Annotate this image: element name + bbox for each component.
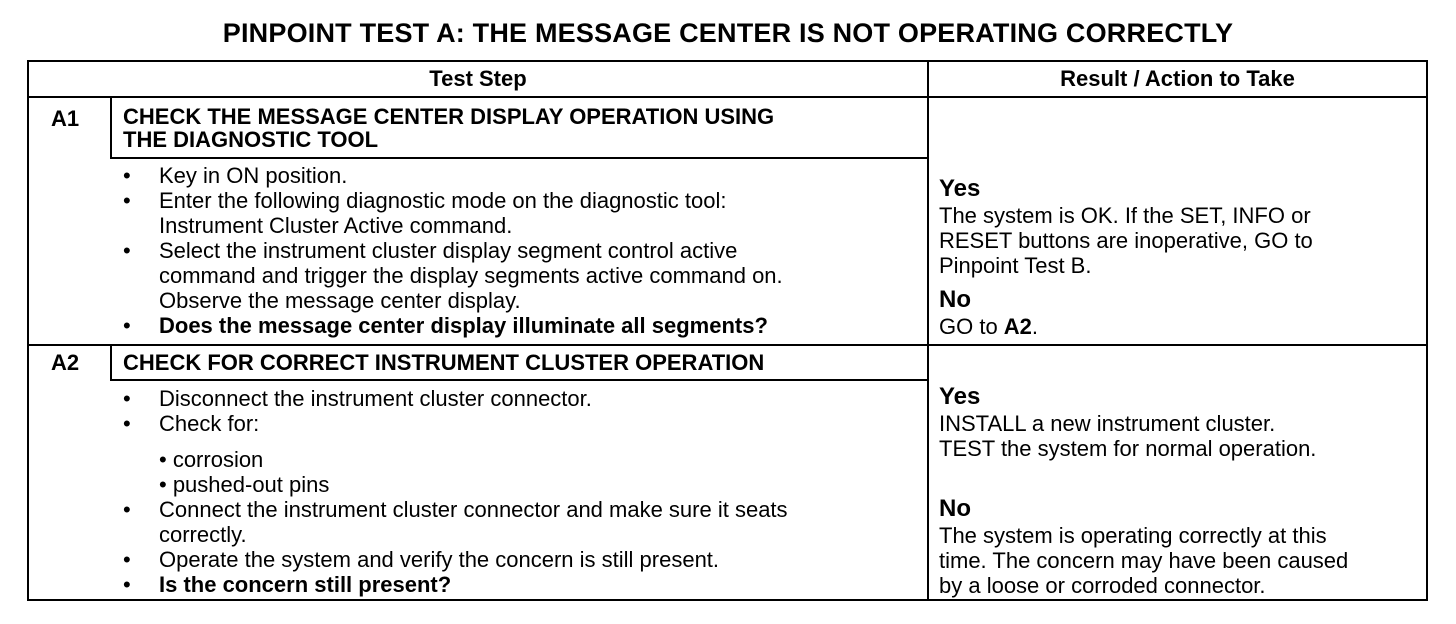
a1-no-text xyxy=(939,314,1038,339)
a1-bullet-3-line1: Select the instrument cluster display segment control active xyxy=(159,238,738,263)
a2-sub-item-pins: • pushed-out pins xyxy=(159,472,330,497)
a2-id-divider xyxy=(110,344,112,380)
header-divider xyxy=(29,96,1426,98)
a2-bullet-4-text: Operate the system and verify the concern is still present. xyxy=(159,547,720,572)
a2-bullet-3-line2: correctly. xyxy=(159,522,247,547)
a1-id-divider xyxy=(110,96,112,158)
a1-title-divider xyxy=(110,157,927,159)
a1-bullet-1-text: Key in ON position. xyxy=(159,163,348,188)
step-a1-title-line2: THE DIAGNOSTIC TOOL xyxy=(123,127,379,152)
step-a2-title: CHECK FOR CORRECT INSTRUMENT CLUSTER OPERATION xyxy=(123,350,765,375)
a1-yes-label: Yes xyxy=(939,175,981,202)
a2-no-label: No xyxy=(939,495,971,522)
step-a2-id: A2 xyxy=(51,350,80,375)
bullet-dot: • xyxy=(123,238,131,263)
a1-yes-line2: RESET buttons are inoperative, GO to xyxy=(939,228,1313,253)
a2-title-divider xyxy=(110,379,927,381)
a1-yes-line1: The system is OK. If the SET, INFO or xyxy=(939,203,1311,228)
a1-bullet-2-line1: Enter the following diagnostic mode on the diagnostic tool: xyxy=(159,188,727,213)
bullet-dot: • xyxy=(123,386,131,411)
bullet-dot: • xyxy=(123,547,131,572)
a2-sub-item-corrosion: • corrosion xyxy=(159,447,264,472)
a1-question: Does the message center display illuminate all segments? xyxy=(159,313,768,338)
a1-no-suffix: . xyxy=(1031,314,1039,339)
a2-no-line1: The system is operating correctly at this xyxy=(939,523,1327,548)
a2-no-line3: by a loose or corroded connector. xyxy=(939,573,1266,598)
bullet-dot: • xyxy=(123,497,131,522)
a1-yes-line3: Pinpoint Test B. xyxy=(939,253,1092,278)
a1-no-ref: A2 xyxy=(1003,314,1032,339)
column-divider xyxy=(927,62,929,599)
a2-bullet-1-text: Disconnect the instrument cluster connector. xyxy=(159,386,592,411)
a2-bullet-2-text: Check for: xyxy=(159,411,260,436)
bullet-dot: • xyxy=(123,163,131,188)
bullet-dot: • xyxy=(123,188,131,213)
pinpoint-test-table xyxy=(27,60,1428,601)
a2-question: Is the concern still present? xyxy=(159,572,452,597)
bullet-dot: • xyxy=(123,313,131,338)
a1-a2-divider xyxy=(29,344,1426,346)
header-result: Result / Action to Take xyxy=(1060,66,1295,91)
a2-no-line2: time. The concern may have been caused xyxy=(939,548,1349,573)
a2-yes-label: Yes xyxy=(939,383,981,410)
a2-yes-line2: TEST the system for normal operation. xyxy=(939,436,1317,461)
a2-bullet-3-line1: Connect the instrument cluster connector and make sure it seats xyxy=(159,497,788,522)
a1-no-prefix: GO to xyxy=(939,314,1004,339)
a1-no-label: No xyxy=(939,286,971,313)
bullet-dot: • xyxy=(123,572,131,597)
bullet-dot: • xyxy=(123,411,131,436)
header-test-step: Test Step xyxy=(429,66,527,91)
page-title: PINPOINT TEST A: THE MESSAGE CENTER IS NOT OPERATING CORRECTLY xyxy=(222,18,1234,48)
a1-bullet-3-line3: Observe the message center display. xyxy=(159,288,521,313)
step-a1-id: A1 xyxy=(51,106,80,131)
a1-bullet-2-line2: Instrument Cluster Active command. xyxy=(159,213,513,238)
a2-yes-line1: INSTALL a new instrument cluster. xyxy=(939,411,1276,436)
a1-bullet-3-line2: command and trigger the display segments active command on. xyxy=(159,263,783,288)
step-a1-title-line1: CHECK THE MESSAGE CENTER DISPLAY OPERATION USING xyxy=(123,104,775,129)
